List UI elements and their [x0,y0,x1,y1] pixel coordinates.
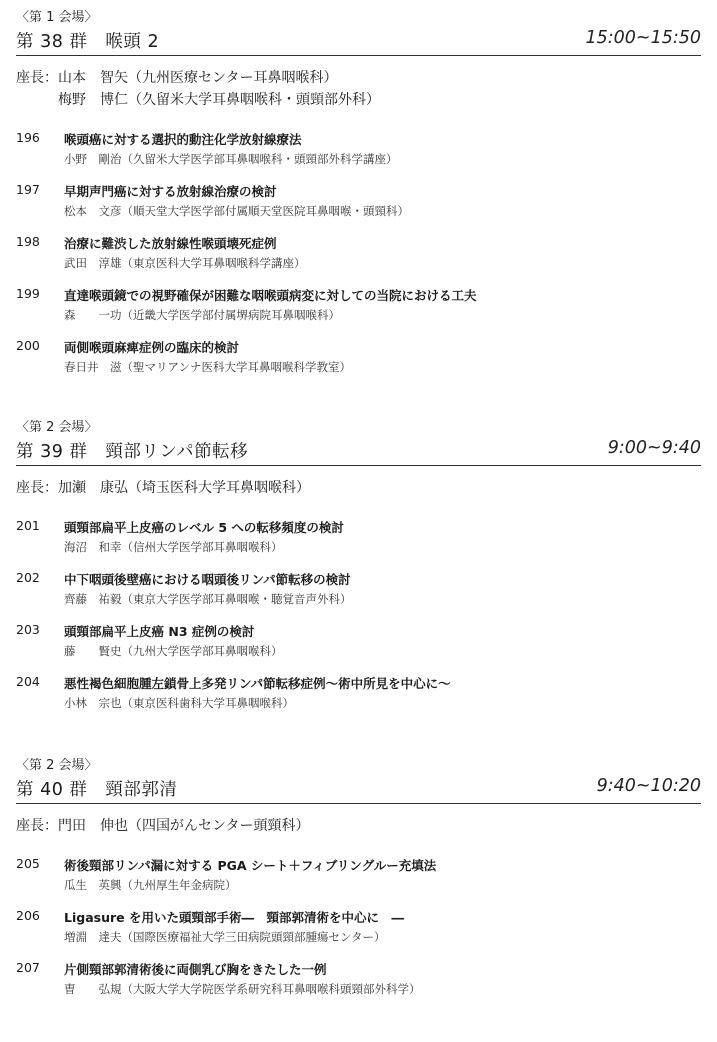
session-header [16,438,701,464]
paper-author: 小野 剛治（久留米大学医学部耳鼻咽喉科・頭頸部外科学講座） [64,152,398,166]
paper-title: 早期声門癌に対する放射線治療の検討 [64,184,277,199]
paper-number: 202 [16,570,40,585]
session-title: 第 40 群 頸部郭清 [16,780,178,800]
paper-number: 204 [16,674,40,689]
chair-line: 座長：門田 伸也（四国がんセンター頭頸科） [16,818,310,834]
paper-number: 199 [16,286,40,301]
paper-title: Ligasure を用いた頭頸部手術― 頸部郭清術を中心に ― [64,910,404,925]
paper-author: 曺 弘規（大阪大学大学院医学系研究科耳鼻咽喉科頭頸部外科学） [64,982,421,996]
paper-author: 齊藤 祐毅（東京大学医学部耳鼻咽喉・聴覚音声外科） [64,592,352,606]
paper-number: 200 [16,338,40,353]
paper-title: 頭頸部扁平上皮癌 N3 症例の検討 [64,624,255,639]
paper-title: 喉頭癌に対する選択的動注化学放射線療法 [64,132,302,147]
paper-title: 直達喉頭鏡での視野確保が困難な咽喉頭病変に対しての当院における工夫 [64,288,477,303]
paper-number: 201 [16,518,40,533]
chair-line: 座長：山本 智矢（九州医療センター耳鼻咽喉科） [16,70,338,86]
paper-author: 春日井 滋（聖マリアンナ医科大学耳鼻咽喉科学教室） [64,360,352,374]
paper-title: 術後頸部リンパ漏に対する PGA シート＋フィブリングルー充填法 [64,858,437,873]
paper-title: 両側喉頭麻痺症例の臨床的検討 [64,340,240,355]
paper-title: 悪性褐色細胞腫左鎖骨上多発リンパ節転移症例～術中所見を中心に～ [64,676,451,691]
paper-author: 森 一功（近畿大学医学部付属堺病院耳鼻咽喉科） [64,308,340,322]
chairs-block [16,67,380,111]
session-time: 15:00~15:50 [585,28,701,48]
paper-author: 武田 淳雄（東京医科大学耳鼻咽喉科学講座） [64,256,306,270]
divider [16,465,701,466]
divider [16,803,701,804]
paper-title: 治療に難渋した放射線性喉頭壊死症例 [64,236,277,251]
divider [16,55,701,56]
venue-label: 〈第 2 会場〉 [16,758,98,773]
paper-author: 瓜生 英興（九州厚生年金病院） [64,878,237,892]
paper-title: 中下咽頭後壁癌における咽頭後リンパ節転移の検討 [64,572,351,587]
session-header [16,28,701,54]
paper-author: 海沼 和幸（信州大学医学部耳鼻咽喉科） [64,540,283,554]
paper-author: 松本 文彦（順天堂大学医学部付属順天堂医院耳鼻咽喉・頭頸科） [64,204,409,218]
paper-number: 198 [16,234,40,249]
paper-author: 増淵 達夫（国際医療福祉大学三田病院頭頸部腫瘍センター） [64,930,386,944]
venue-label: 〈第 1 会場〉 [16,10,98,25]
paper-number: 196 [16,130,40,145]
session-time: 9:00~9:40 [607,438,701,458]
session-title: 第 39 群 頸部リンパ節転移 [16,442,249,462]
paper-number: 207 [16,960,40,975]
session-title: 第 38 群 喉頭 2 [16,32,160,52]
paper-title: 頭頸部扁平上皮癌のレベル 5 への転移頻度の検討 [64,520,344,535]
paper-title: 片側頸部郭清術後に両側乳び胸をきたした一例 [64,962,327,977]
paper-author: 小林 宗也（東京医科歯科大学耳鼻咽喉科） [64,696,294,710]
session-time: 9:40~10:20 [596,776,701,796]
paper-number: 203 [16,622,40,637]
paper-number: 197 [16,182,40,197]
session-header [16,776,701,802]
paper-number: 206 [16,908,40,923]
chair-line: 梅野 博仁（久留米大学耳鼻咽喉科・頭頸部外科） [58,92,380,108]
chairs-block [16,477,310,499]
paper-author: 藤 賢史（九州大学医学部耳鼻咽喉科） [64,644,283,658]
paper-number: 205 [16,856,40,871]
venue-label: 〈第 2 会場〉 [16,420,98,435]
chair-line: 座長：加瀬 康弘（埼玉医科大学耳鼻咽喉科） [16,480,310,496]
chairs-block [16,815,309,837]
